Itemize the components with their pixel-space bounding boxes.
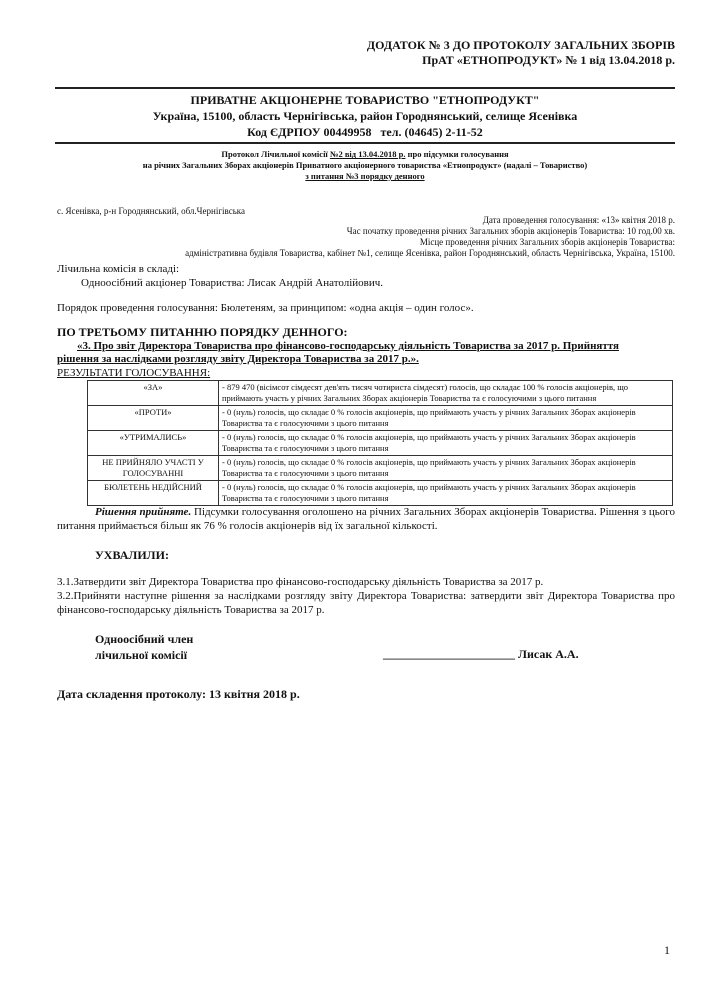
- signature-line-2: лічильної комісії: [95, 648, 188, 662]
- page-number: 1: [664, 943, 670, 957]
- company-divider: [55, 142, 675, 144]
- company-name: ПРИВАТНЕ АКЦІОНЕРНЕ ТОВАРИСТВО "ЕТНОПРОДУКТ": [190, 93, 540, 107]
- company-address: Україна, 15100, область Чернігівська, район Городнянський, селище Ясенівка: [152, 109, 578, 123]
- signature-block: [383, 647, 579, 662]
- result-label: «ЗА»: [88, 381, 219, 406]
- company-block: [55, 92, 675, 140]
- agenda-item: [57, 340, 675, 366]
- resolved-items: [57, 575, 675, 617]
- result-row-against: [88, 406, 673, 431]
- commission-member: Одноосібний акціонер Товариства: Лисак Андрій Анатолійович.: [81, 277, 384, 289]
- result-label: «УТРИМАЛИСЬ»: [88, 431, 219, 456]
- protocol-title: [55, 149, 675, 182]
- decision-paragraph: [57, 505, 675, 533]
- protocol-title-line-1: [55, 149, 675, 160]
- company-code-phone: [55, 124, 675, 140]
- company-code: Код ЄДРПОУ 00449958: [247, 125, 372, 139]
- results-table: [87, 380, 673, 506]
- resolved-item-1: 3.1.Затвердити звіт Директора Товариства про фінансово-господарську діяльність Товариства за 2017 р.: [57, 576, 544, 588]
- agenda-heading: ПО ТРЕТЬОМУ ПИТАННЮ ПОРЯДКУ ДЕННОГО:: [57, 325, 348, 339]
- result-text: - 879 470 (вісімсот сімдесят дев'ять тисяч чотириста сімдесят) голосів, що складає 100 % голосів акціонерів, що приймають участь у річних Загальних Зборах акціонерів Товариства та є голосуючими з цього питання: [219, 381, 673, 406]
- commission: [57, 262, 383, 290]
- decision-label: Рішення прийняте.: [95, 506, 192, 518]
- appendix-line-1: ДОДАТОК № 3 ДО ПРОТОКОЛУ ЗАГАЛЬНИХ ЗБОРІВ: [366, 38, 675, 52]
- result-row-not-participated: [88, 456, 673, 481]
- vote-start-time: Час початку проведення річних Загальних зборів акціонерів Товариства: 10 год.00 хв.: [346, 226, 675, 236]
- result-text: - 0 (нуль) голосів, що складає 0 % голосів акціонерів, що приймають участь у річних Загальних Зборах акціонерів Товариства та є голосуючими з цього питання: [219, 481, 673, 506]
- signature-blank-line: ______________________: [383, 647, 515, 661]
- voting-procedure: Порядок проведення голосування: Бюлетеням, за принципом: «одна акція – один голос».: [57, 302, 474, 314]
- protocol-title-line-3: з питання №3 порядку денного: [305, 171, 425, 181]
- venue-label: Місце проведення річних Загальних зборів акціонерів Товариства:: [419, 237, 675, 247]
- appendix-header: [300, 38, 675, 68]
- result-label: БЮЛЕТЕНЬ НЕДІЙСНИЙ: [88, 481, 219, 506]
- result-row-abstained: [88, 431, 673, 456]
- result-text: - 0 (нуль) голосів, що складає 0 % голосів акціонерів, що приймають участь у річних Загальних Зборах акціонерів Товариства та є голосуючими з цього питання: [219, 431, 673, 456]
- decision-text: Підсумки голосування оголошено на річних Загальних Зборах акціонерів Товариства. Рішення з цього питання приймається більш як 76 % голосів акціонерів від їх загальної кількості.: [57, 506, 675, 532]
- agenda-item-line-2: рішення за наслідками розгляду звіту Директора Товариства за 2017 р.».: [57, 353, 419, 365]
- signer-name: Лисак А.А.: [518, 647, 579, 661]
- signature-line-1: Одноосібний член: [95, 632, 194, 646]
- appendix-line-2: ПрАТ «ЕТНОПРОДУКТ» № 1 від 13.04.2018 р.: [422, 53, 675, 67]
- vote-date: Дата проведення голосування: «13» квітня 2018 р.: [482, 215, 675, 225]
- result-label: НЕ ПРИЙНЯЛО УЧАСТІ У ГОЛОСУВАННІ: [88, 456, 219, 481]
- protocol-number: №2 від 13.04.2018 р.: [329, 149, 406, 159]
- meeting-meta: [150, 215, 675, 259]
- results-heading: РЕЗУЛЬТАТИ ГОЛОСУВАННЯ:: [57, 367, 211, 379]
- result-row-invalid-ballot: [88, 481, 673, 506]
- result-row-for: [88, 381, 673, 406]
- protocol-label: Протокол Лічильної комісії: [221, 149, 330, 159]
- header-divider: [55, 87, 675, 89]
- resolved-heading: УХВАЛИЛИ:: [95, 548, 169, 562]
- signature-title: [95, 631, 193, 663]
- venue: адміністративна будівля Товариства, кабінет №1, селище Ясенівка, район Городнянський, область Чернігівська, Україна, 15100.: [185, 248, 675, 258]
- place: с. Ясенівка, р-н Городнянський, обл.Чернігівська: [57, 206, 246, 216]
- result-label: «ПРОТИ»: [88, 406, 219, 431]
- result-text: - 0 (нуль) голосів, що складає 0 % голосів акціонерів, що приймають участь у річних Загальних Зборах акціонерів Товариства та є голосуючими з цього питання: [219, 406, 673, 431]
- result-text: - 0 (нуль) голосів, що складає 0 % голосів акціонерів, що приймають участь у річних Загальних Зборах акціонерів Товариства та є голосуючими з цього питання: [219, 456, 673, 481]
- protocol-title-line-2: на річних Загальних Зборах акціонерів Приватного акціонерного товариства «Етнопродукт» (надалі – Товариство): [142, 160, 588, 170]
- commission-label: Лічильна комісія в складі:: [57, 263, 180, 275]
- protocol-subject: про підсумки голосування: [405, 149, 509, 159]
- protocol-date: Дата складення протоколу: 13 квітня 2018 р.: [57, 687, 300, 701]
- agenda-item-line-1: «3. Про звіт Директора Товариства про фінансово-господарську діяльність Товариства за 2017 р. Прийняття: [77, 340, 619, 352]
- company-phone: тел. (04645) 2-11-52: [380, 125, 483, 139]
- resolved-item-2: 3.2.Прийняти наступне рішення за наслідками розгляду звіту Директора Товариства: затвердити звіт Директора Товариства про фінансово-господарську діяльність Товариства за 2017 р.: [57, 590, 675, 616]
